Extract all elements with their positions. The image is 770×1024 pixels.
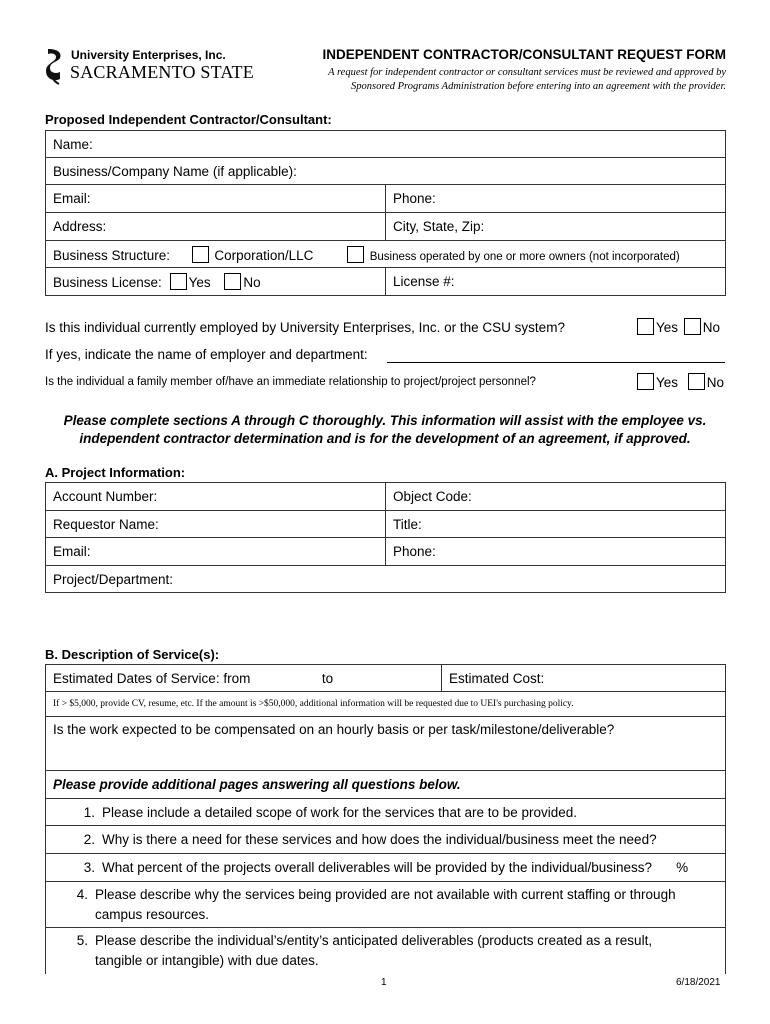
project-department-field[interactable]: Project/Department: xyxy=(46,566,726,593)
employed-question: Is this individual currently employed by University Enterprises, Inc. or the CSU system? xyxy=(45,320,565,335)
family-question: Is the individual a family member of/have an immediate relationship to project/project personnel? xyxy=(45,376,536,388)
service-dates-to-label: to xyxy=(321,670,334,686)
instructions-line-1: Please complete sections A through C thoroughly. This information will assist with the employee vs. xyxy=(63,413,707,428)
school-name-line: SACRAMENTO STATE xyxy=(70,62,254,82)
instructions-note xyxy=(50,412,720,448)
contractor-heading: Proposed Independent Contractor/Consultant: xyxy=(45,112,332,127)
instructions-line-2: independent contractor determination and is for the development of an agreement, if approved. xyxy=(79,431,691,446)
service-description-table xyxy=(45,664,726,974)
org-name-line: University Enterprises, Inc. xyxy=(71,48,226,62)
question-text-4: Please describe why the services being provided are not available with current staffing or through campus resources. xyxy=(95,886,676,922)
section-b-heading: B. Description of Service(s): xyxy=(45,647,220,662)
contractor-table xyxy=(45,130,726,296)
employer-dept-question: If yes, indicate the name of employer and department: xyxy=(45,347,368,362)
project-info-table xyxy=(45,482,726,593)
percent-sign: % xyxy=(676,860,689,875)
question-row-3 xyxy=(46,854,726,882)
account-number-field[interactable]: Account Number: xyxy=(46,483,386,511)
employed-no-checkbox[interactable] xyxy=(684,318,701,335)
question-number-4: 4. xyxy=(76,886,88,902)
employer-dept-line[interactable] xyxy=(387,362,725,363)
employed-yes-label: Yes xyxy=(656,320,679,335)
form-subtitle xyxy=(250,66,726,94)
service-dates-field[interactable] xyxy=(46,665,442,692)
license-yes-label: Yes xyxy=(188,275,211,290)
compensation-basis-field[interactable]: Is the work expected to be compensated on an hourly basis or per task/milestone/deliverable? xyxy=(46,717,726,771)
employed-yes-checkbox[interactable] xyxy=(637,318,654,335)
contractor-phone-field[interactable]: Phone: xyxy=(386,185,726,213)
subtitle-line-1: A request for independent contractor or consultant services must be reviewed and approved by xyxy=(328,67,726,78)
estimated-cost-field[interactable]: Estimated Cost: xyxy=(442,665,726,692)
question-number-5: 5. xyxy=(76,932,88,948)
license-no-label: No xyxy=(243,275,261,290)
corporation-llc-label: Corporation/LLC xyxy=(214,247,314,263)
business-structure-row xyxy=(46,241,726,268)
requestor-email-field[interactable]: Email: xyxy=(46,538,386,566)
question-number-3: 3. xyxy=(83,860,95,875)
address-field[interactable]: Address: xyxy=(46,213,386,241)
question-text-5: Please describe the individual’s/entity’s anticipated deliverables (products created as a result, tangible or intangible) with due dates. xyxy=(95,932,653,968)
name-field[interactable]: Name: xyxy=(46,131,726,158)
corporation-llc-checkbox[interactable] xyxy=(192,246,209,263)
family-yes-checkbox[interactable] xyxy=(637,373,654,390)
family-no-checkbox[interactable] xyxy=(688,373,705,390)
section-a-heading: A. Project Information: xyxy=(45,465,186,480)
business-license-label: Business License: xyxy=(53,275,162,290)
question-text-3: What percent of the projects overall deliverables will be provided by the individual/business? xyxy=(102,860,653,875)
family-options xyxy=(637,373,724,390)
family-no-label: No xyxy=(706,375,725,390)
question-number-1: 1. xyxy=(83,804,95,820)
object-code-field[interactable]: Object Code: xyxy=(386,483,726,511)
revision-date: 6/18/2021 xyxy=(676,977,721,988)
business-structure-label: Business Structure: xyxy=(53,247,171,263)
question-number-2: 2. xyxy=(83,832,95,847)
license-no-checkbox[interactable] xyxy=(224,273,241,290)
family-yes-label: Yes xyxy=(656,375,679,390)
employed-options xyxy=(637,318,720,335)
service-dates-label: Estimated Dates of Service: from xyxy=(53,670,251,686)
question-row-4 xyxy=(46,882,726,928)
question-text-2: Why is there a need for these services and how does the individual/business meet the need? xyxy=(102,832,657,847)
question-row-1 xyxy=(46,799,726,826)
city-state-zip-field[interactable]: City, State, Zip: xyxy=(386,213,726,241)
requestor-title-field[interactable]: Title: xyxy=(386,511,726,538)
contractor-email-field[interactable]: Email: xyxy=(46,185,386,213)
subtitle-line-2: Sponsored Programs Administration before entering into an agreement with the provider. xyxy=(351,81,726,92)
additional-pages-note: Please provide additional pages answering all questions below. xyxy=(46,771,726,799)
question-text-1: Please include a detailed scope of work for the services that are to be provided. xyxy=(102,804,578,820)
sacramento-state-logo-icon xyxy=(44,47,66,85)
license-number-field[interactable]: License #: xyxy=(386,268,726,296)
business-license-cell xyxy=(46,268,386,296)
page-number: 1 xyxy=(381,977,387,988)
question-row-2 xyxy=(46,826,726,854)
business-name-field[interactable]: Business/Company Name (if applicable): xyxy=(46,158,726,185)
unincorporated-checkbox[interactable] xyxy=(347,246,364,263)
form-title: INDEPENDENT CONTRACTOR/CONSULTANT REQUEST FORM xyxy=(322,47,726,62)
license-yes-checkbox[interactable] xyxy=(170,273,187,290)
cv-note: If > $5,000, provide CV, resume, etc. If the amount is >$50,000, additional information will be requested due to UEI's purchasing policy. xyxy=(46,692,726,717)
unincorporated-label: Business operated by one or more owners (not incorporated) xyxy=(369,250,680,263)
question-row-5 xyxy=(46,928,726,974)
requestor-name-field[interactable]: Requestor Name: xyxy=(46,511,386,538)
requestor-phone-field[interactable]: Phone: xyxy=(386,538,726,566)
employed-no-label: No xyxy=(702,320,721,335)
